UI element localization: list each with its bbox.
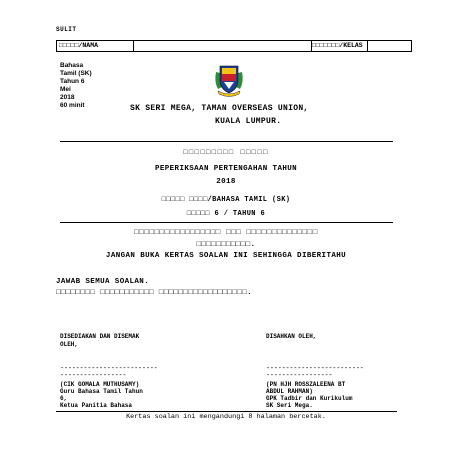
class-entry-cell[interactable] — [367, 41, 411, 51]
instruction-malay: JAWAB SEMUA SOALAN. — [56, 278, 150, 286]
footer-divider — [56, 411, 397, 412]
left-signatory-role-1: Guru Bahasa Tamil Tahun — [60, 388, 143, 395]
left-signatory-role-2: 6, — [60, 395, 68, 402]
exam-title: PEPERIKSAAN PERTENGAHAN TAHUN — [154, 165, 298, 173]
exam-year: 2018 — [216, 178, 236, 186]
right-signatory-role-1: GPK Tadbir dan Kurikulum — [266, 395, 353, 402]
year-level: Tahun 6 — [60, 78, 85, 85]
classification-label: SULIT — [56, 26, 77, 33]
school-crest-icon — [213, 62, 245, 98]
right-signatory-name-1: (PN HJH ROSSZALEENA BT — [266, 381, 346, 388]
subject-line-2: Tamil (SK) — [60, 70, 92, 77]
exam-duration: 60 minit — [60, 102, 85, 109]
exam-level: □□□□□ 6 / TAHUN 6 — [186, 210, 266, 218]
exam-title-tamil: □□□□□□□□□ □□□□□ — [183, 149, 269, 157]
warning-malay: JANGAN BUKA KERTAS SOALAN INI SEHINGGA DIBERITAHU — [105, 252, 347, 260]
right-signature-line-1: ------------------------- — [266, 365, 364, 373]
warning-tamil-line-1: □□□□□□□□□□□□□□□□□ □□□ □□□□□□□□□□□□□□ — [134, 229, 318, 237]
right-signature-line-2: ----------------- — [266, 372, 333, 380]
class-label: □□□□□□□/KELAS — [312, 42, 363, 49]
instruction-tamil: □□□□□□□□ □□□□□□□□□□□ □□□□□□□□□□□□□□□□□□. — [56, 289, 253, 297]
left-signature-line-1: ------------------------- — [60, 365, 158, 373]
exam-subject: □□□□□ □□□□/BAHASA TAMIL (SK) — [161, 196, 291, 204]
page-count-note: Kertas soalan ini mengandungi 8 halaman bercetak. — [126, 413, 326, 421]
name-label-cell — [57, 41, 134, 51]
exam-year-meta: 2018 — [60, 94, 75, 101]
title-divider — [60, 222, 393, 223]
warning-tamil-line-2: □□□□□□□□□□□. — [196, 241, 256, 249]
name-label: □□□□□/NAMA — [59, 42, 99, 49]
right-signatory-name-2: ABDUL RAHMAN) — [266, 388, 313, 395]
header-divider — [60, 141, 393, 142]
approved-by-heading: DISAHKAN OLEH, — [266, 333, 317, 340]
left-signatory-name: (CIK GOMALA MUTHUSAMY) — [60, 381, 140, 388]
school-name-line-1: SK SERI MEGA, TAMAN OVERSEAS UNION, — [130, 104, 309, 113]
name-class-table — [56, 40, 412, 52]
left-signature-line-2: ----------------- — [60, 372, 127, 380]
class-label-cell — [311, 41, 368, 51]
left-signatory-role-3: Ketua Panitia Bahasa — [60, 402, 133, 409]
subject-line-1: Bahasa — [60, 62, 84, 69]
exam-month: Mei — [60, 86, 71, 93]
name-entry-cell[interactable] — [133, 41, 312, 51]
prepared-by-heading: DISEDIAKAN DAN DISEMAK — [60, 333, 140, 340]
prepared-by-oleh: OLEH, — [60, 341, 79, 348]
right-signatory-role-2: SK Seri Mega. — [266, 402, 313, 409]
school-name-line-2: KUALA LUMPUR. — [215, 117, 282, 126]
